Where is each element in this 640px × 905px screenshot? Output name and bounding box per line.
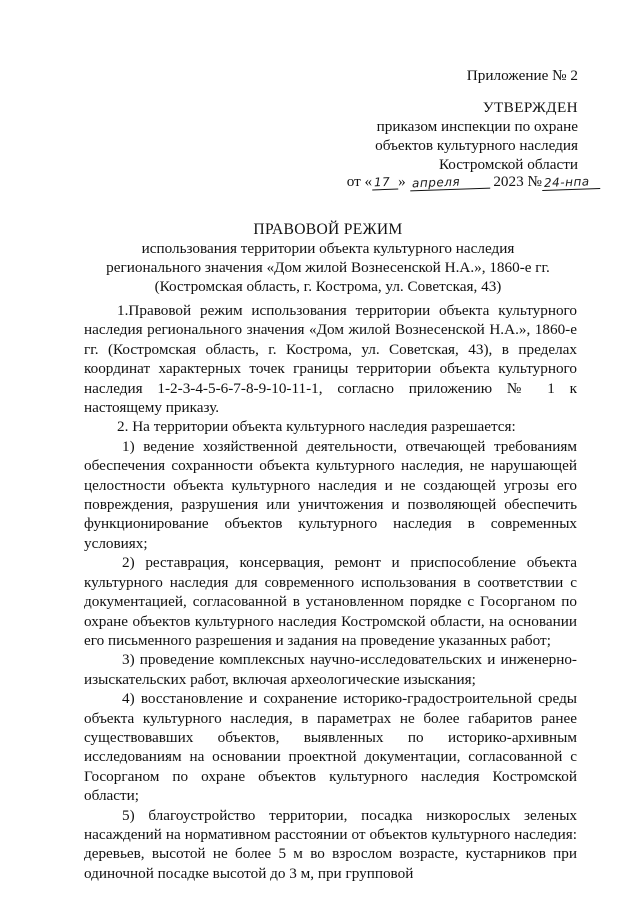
date-prefix: от «	[346, 173, 373, 190]
title-subline-1: использования территории объекта культурного наследия	[141, 240, 515, 257]
list-item-1: 1) ведение хозяйственной деятельности, отвечающей требованиям обеспечения сохранности объекта культурного наследия, не нарушающей целостности объекта культурного наследия и не создающей угрозы его повреждения, разрушения или уничтожения и позволяющей обеспечить функционирование объектов культурного наследия в современных условиях;	[84, 437, 577, 552]
approval-line-3: Костромской области	[438, 156, 578, 173]
approval-date-line	[347, 172, 600, 191]
approved-label: УТВЕРЖДЕН	[482, 99, 578, 116]
title-subline-2: регионального значения «Дом жилой Вознесенской Н.А.», 1860-е гг.	[106, 259, 550, 276]
document-body	[84, 301, 577, 883]
list-item-5: 5) благоустройство территории, посадка низкорослых зеленых насаждений на нормативном расстоянии от объектов культурного наследия: деревьев, высотой не более 5 м во взрослом возрасте, кустарников при одиночной посадке высотой до 3 м, при групповой	[84, 806, 577, 882]
approval-line-1: приказом инспекции по охране	[376, 118, 578, 135]
handwritten-month: апреля	[409, 174, 489, 192]
title-subline-3: (Костромская область, г. Кострома, ул. Советская, 43)	[154, 278, 502, 295]
list-item-4: 4) восстановление и сохранение историко-градостроительной среды объекта культурного наследия, в параметрах не более габаритов ранее существовавших объектов, выявленных по историко-архивным исследованиям на основании проектной документации, согласованной с Госорганом по охране объектов культурного наследия Костромской области;	[84, 690, 577, 805]
paragraph-1: 1.Правовой режим использования территории объекта культурного наследия регионального значения «Дом жилой Вознесенской Н.А.», 1860-е гг. (Костромская область, г. Кострома, ул. Советская, 43), в пределах координат характерных точек границы территории объекта культурного наследия 1-2-3-4-5-6-7-8-9-10-11-1, согласно приложению № 1 к настоящему приказу.	[84, 302, 577, 417]
year-number-text: 2023 №	[493, 173, 542, 190]
list-item-2: 2) реставрация, консервация, ремонт и приспособление объекта культурного наследия для современного использования в соответствии с документацией, согласованной в установленном порядке с Госорганом по охране объектов культурного наследия Костромской области, на основании его письменного разрешения и задания на проведение указанных работ;	[84, 554, 577, 649]
approval-line-2: объектов культурного наследия	[375, 137, 578, 154]
date-mid: »	[398, 173, 406, 190]
handwritten-order-number: 24-нпа	[542, 174, 600, 191]
handwritten-day: 17	[372, 175, 399, 191]
list-item-3: 3) проведение комплексных научно-исследовательских и инженерно-изыскательских работ, включая археологические изыскания;	[84, 651, 577, 688]
document-title: ПРАВОВОЙ РЕЖИМ	[253, 221, 403, 238]
appendix-label: Приложение № 2	[466, 67, 578, 84]
paragraph-2: 2. На территории объекта культурного наследия разрешается:	[117, 418, 516, 436]
